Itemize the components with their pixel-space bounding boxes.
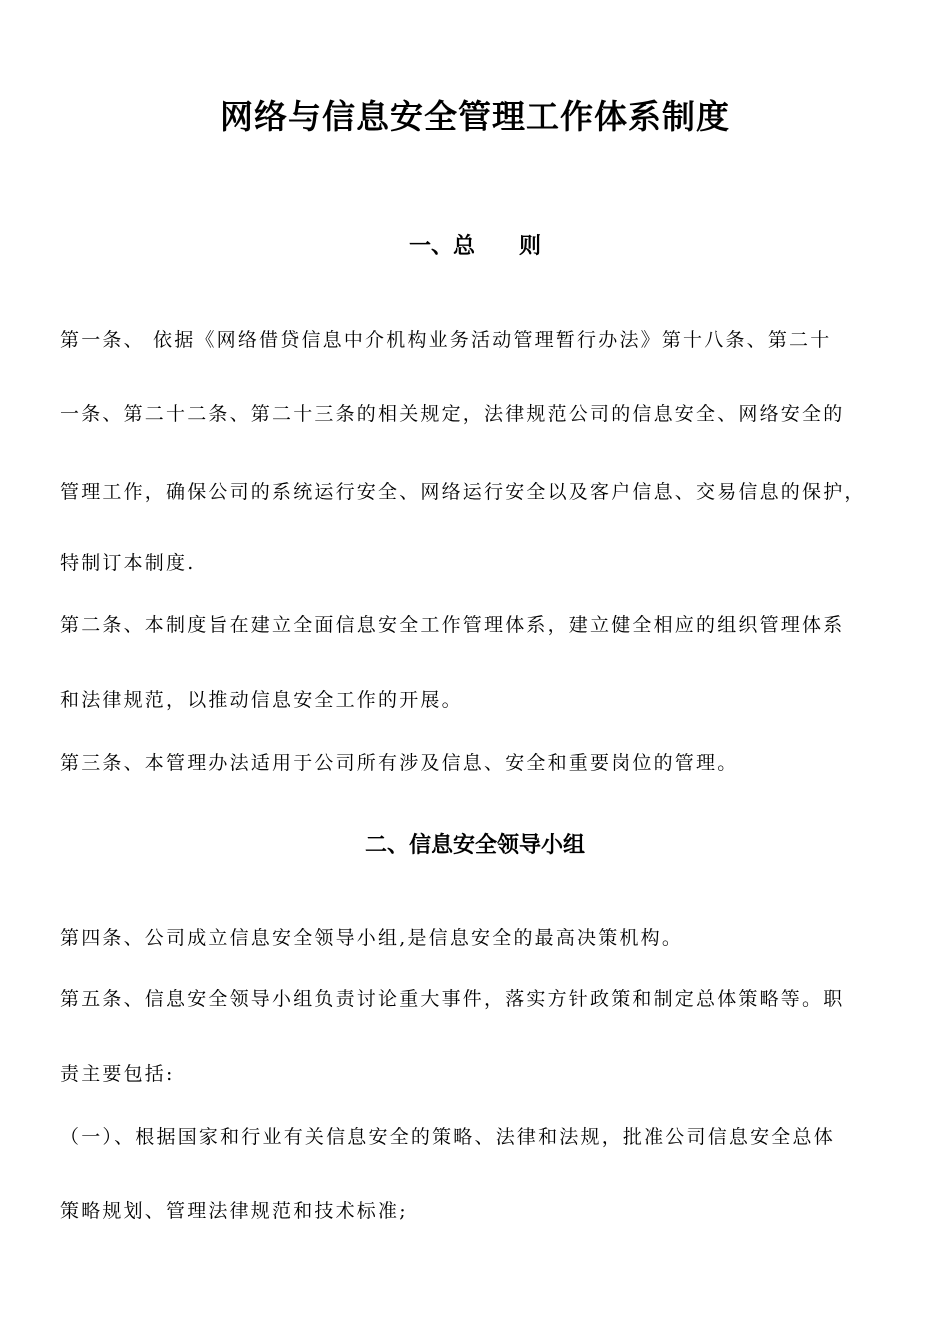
paragraph-line: 第四条、公司成立信息安全领导小组,是信息安全的最高决策机构。	[60, 927, 684, 949]
section-heading-leadership-group: 二、信息安全领导小组	[364, 833, 585, 858]
paragraph-line: 第二条、本制度旨在建立全面信息安全工作管理体系，建立健全相应的组织管理体系	[60, 614, 845, 636]
paragraph-line: 特制订本制度.	[60, 552, 196, 574]
paragraph-line: （一）、根据国家和行业有关信息安全的策略、法律和法规，批准公司信息安全总体	[60, 1126, 835, 1148]
paragraph-line: 第一条、 依据《网络借贷信息中介机构业务活动管理暂行办法》第十八条、第二十	[60, 329, 832, 351]
paragraph-line: 责主要包括:	[60, 1063, 175, 1085]
paragraph-line: 管理工作，确保公司的系统运行安全、网络运行安全以及客户信息、交易信息的保护，	[60, 481, 866, 503]
paragraph-line: 一条、第二十二条、第二十三条的相关规定，法律规范公司的信息安全、网络安全的	[60, 403, 845, 425]
document-title: 网络与信息安全管理工作体系制度	[220, 97, 730, 136]
paragraph-line: 策略规划、管理法律规范和技术标准;	[60, 1200, 408, 1222]
section-heading-general-part1: 一、总	[408, 234, 475, 259]
section-heading-general-part2: 则	[519, 234, 542, 259]
paragraph-line: 第三条、本管理办法适用于公司所有涉及信息、安全和重要岗位的管理。	[60, 752, 739, 774]
paragraph-line: 和法律规范，以推动信息安全工作的开展。	[60, 689, 463, 711]
paragraph-line: 第五条、信息安全领导小组负责讨论重大事件，落实方针政策和制定总体策略等。职	[60, 988, 845, 1010]
section-heading-general	[0, 231, 950, 263]
